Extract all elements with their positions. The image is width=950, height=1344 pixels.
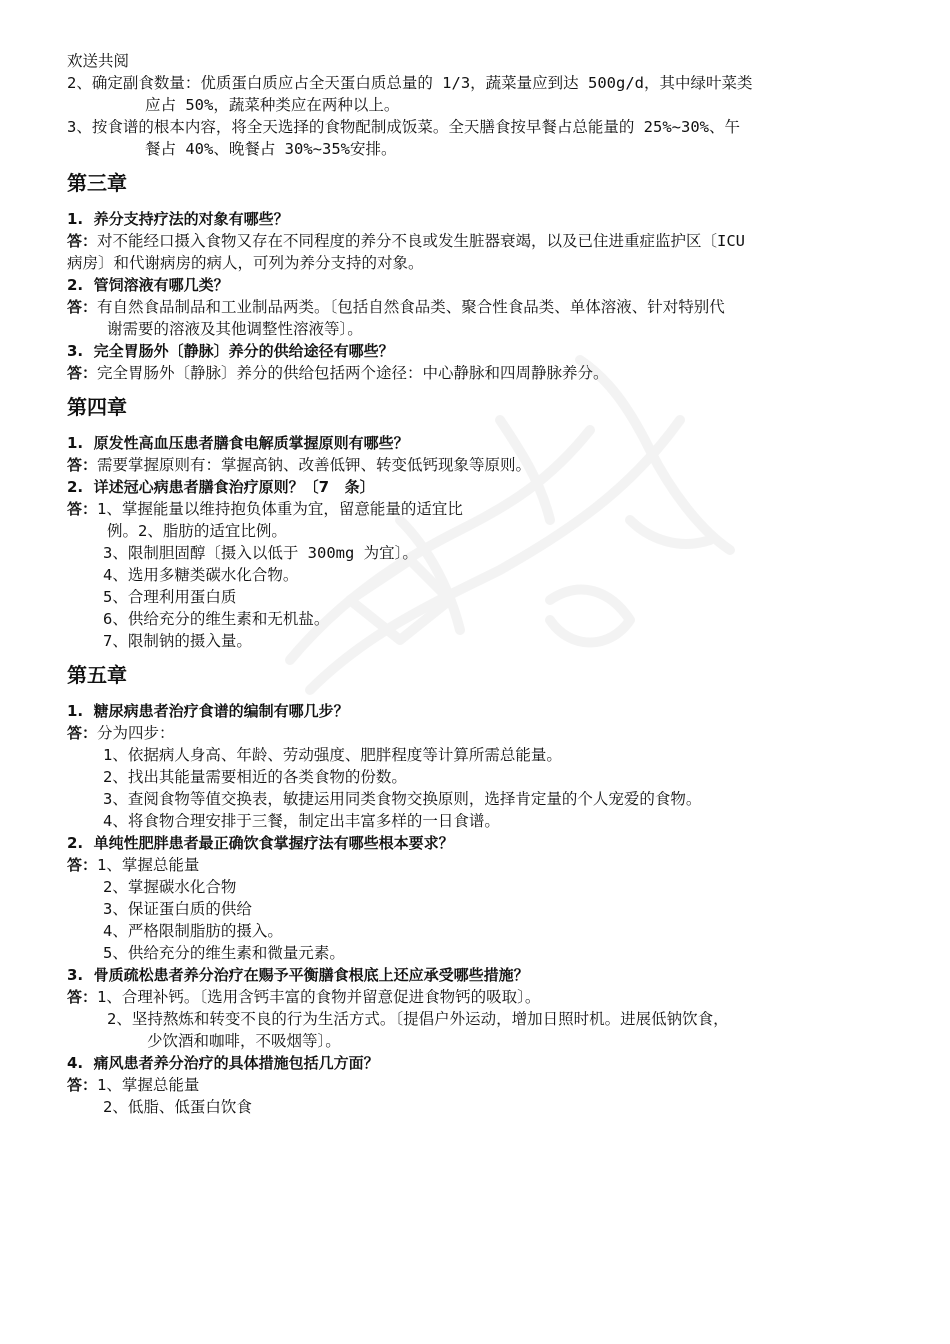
- answer-line: [67, 854, 897, 876]
- answer-label: 答：: [67, 500, 98, 518]
- page-header: 欢送共阅: [67, 52, 130, 70]
- list-item: 4、严格限制脂肪的摄入。: [103, 922, 283, 940]
- list-item: 7、限制钠的摄入量。: [103, 632, 252, 650]
- answer-label: 答：: [67, 724, 98, 742]
- intro-line: 餐占 40%、晚餐占 30%~35%安排。: [145, 140, 397, 158]
- answer-label: 答：: [67, 232, 98, 250]
- answer-label: 答：: [67, 988, 98, 1006]
- answer-label: 答：: [67, 1076, 98, 1094]
- answer-line: [67, 296, 897, 318]
- list-item: 2、找出其能量需要相近的各类食物的份数。: [103, 768, 407, 786]
- intro-line: 应占 50%，蔬菜种类应在两种以上。: [145, 96, 400, 114]
- document-body: [67, 50, 897, 1118]
- answer-line: [67, 230, 897, 252]
- question: 2. 管饲溶液有哪几类？: [67, 276, 229, 294]
- list-item: 4、将食物合理安排于三餐，制定出丰富多样的一日食谱。: [103, 812, 500, 830]
- answer-line: 病房〕和代谢病房的病人，可列为养分支持的对象。: [67, 254, 424, 272]
- question: 2. 单纯性肥胖患者最正确饮食掌握疗法有哪些根本要求？: [67, 834, 454, 852]
- answer-line: [67, 362, 897, 384]
- answer-label: 答：: [67, 364, 98, 382]
- answer-text: 分为四步：: [97, 724, 175, 742]
- answer-line: [67, 454, 897, 476]
- answer-text: 需要掌握原则有：掌握高钠、改善低钾、转变低钙现象等原则。: [97, 456, 532, 474]
- list-item: 3、查阅食物等值交换表，敏捷运用同类食物交换原则，选择肯定量的个人宠爱的食物。: [103, 790, 702, 808]
- question: 1. 养分支持疗法的对象有哪些？: [67, 210, 289, 228]
- question: 1. 原发性高血压患者膳食电解质掌握原则有哪些？: [67, 434, 409, 452]
- answer-label: 答：: [67, 298, 98, 316]
- list-item: 5、供给充分的维生素和微量元素。: [103, 944, 345, 962]
- question: 4. 痛风患者养分治疗的具体措施包括几方面？: [67, 1054, 379, 1072]
- question: 2. 详述冠心病患者膳食治疗原则？〔7 条〕: [67, 478, 375, 496]
- list-item: 6、供给充分的维生素和无机盐。: [103, 610, 330, 628]
- list-item: 3、限制胆固醇〔摄入以低于 300mg 为宜〕。: [103, 544, 418, 562]
- list-item: 1、依据病人身高、年龄、劳动强度、肥胖程度等计算所需总能量。: [103, 746, 562, 764]
- question: 3. 完全胃肠外〔静脉〕养分的供给途径有哪些？: [67, 342, 394, 360]
- answer-text: 完全胃肠外〔静脉〕养分的供给包括两个途径：中心静脉和四周静脉养分。: [97, 364, 609, 382]
- question: 1. 糖尿病患者治疗食谱的编制有哪几步？: [67, 702, 349, 720]
- question: 3. 骨质疏松患者养分治疗在赐予平衡膳食根底上还应承受哪些措施？: [67, 966, 529, 984]
- answer-line: [67, 722, 897, 744]
- list-item: 2、坚持熬炼和转变不良的行为生活方式。〔提倡户外运动，增加日照时机。进展低钠饮食，: [107, 1010, 729, 1028]
- chapter-title: 第三章: [67, 171, 127, 195]
- answer-label: 答：: [67, 856, 98, 874]
- chapter-title: 第五章: [67, 663, 127, 687]
- list-item: 5、合理利用蛋白质: [103, 588, 237, 606]
- answer-text: 1、掌握总能量: [97, 856, 200, 874]
- list-item: 2、低脂、低蛋白饮食: [103, 1098, 252, 1116]
- list-item: 3、保证蛋白质的供给: [103, 900, 252, 918]
- answer-line: [67, 1074, 897, 1096]
- answer-line: 谢需要的溶液及其他调整性溶液等〕。: [107, 320, 363, 338]
- answer-text: 对不能经口摄入食物又存在不同程度的养分不良或发生脏器衰竭，以及已住进重症监护区〔ICU: [97, 232, 746, 250]
- answer-text: 1、合理补钙。〔选用含钙丰富的食物并留意促进食物钙的吸取〕。: [97, 988, 541, 1006]
- answer-text: 1、掌握能量以维持抱负体重为宜，留意能量的适宜比: [97, 500, 463, 518]
- intro-line: 3、按食谱的根本内容，将全天选择的食物配制成饭菜。全天膳食按早餐占总能量的 25%~30%、午: [67, 118, 740, 136]
- intro-line: 2、确定副食数量：优质蛋白质应占全天蛋白质总量的 1/3，蔬菜量应到达 500g/d，其中绿叶菜类: [67, 74, 753, 92]
- answer-text: 有自然食品制品和工业制品两类。〔包括自然食品类、聚合性食品类、单体溶液、针对特别代: [97, 298, 725, 316]
- list-item: 4、选用多糖类碳水化合物。: [103, 566, 299, 584]
- list-item: 2、掌握碳水化合物: [103, 878, 237, 896]
- chapter-title: 第四章: [67, 395, 127, 419]
- answer-label: 答：: [67, 456, 98, 474]
- answer-line: [67, 986, 897, 1008]
- answer-line: 例。2、脂肪的适宜比例。: [107, 522, 287, 540]
- answer-text: 1、掌握总能量: [97, 1076, 200, 1094]
- list-item: 少饮酒和咖啡，不吸烟等〕。: [147, 1032, 341, 1050]
- answer-line: [67, 498, 897, 520]
